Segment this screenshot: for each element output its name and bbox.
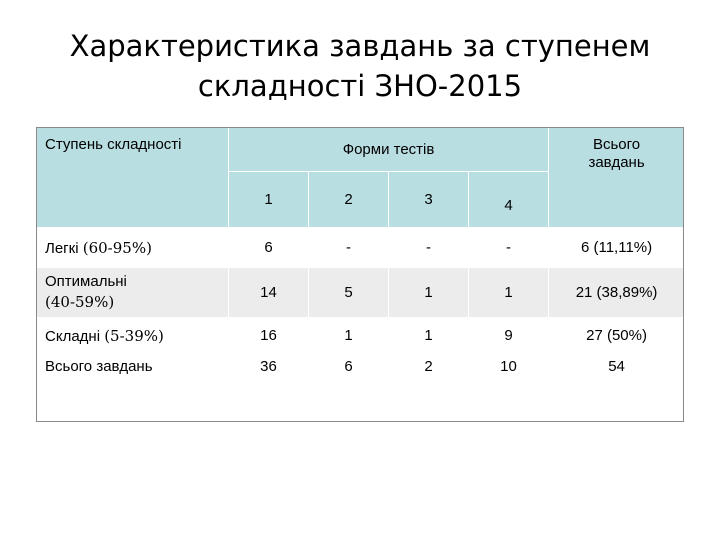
cell-value: 14 — [229, 268, 309, 318]
cell-value: 36 — [229, 354, 309, 421]
title-line-1: Характеристика завдань за ступенем — [69, 29, 651, 63]
cell-value: - — [309, 228, 389, 268]
cell-total: 21 (38,89%) — [549, 268, 685, 318]
header-difficulty: Ступень складності — [37, 128, 229, 228]
row-range: (40-59%) — [45, 293, 115, 311]
table-row — [37, 354, 685, 421]
header-row-1 — [37, 128, 685, 172]
header-total-text: Всього завдань — [588, 136, 645, 171]
header-form-2: 2 — [309, 172, 389, 228]
header-form-3: 3 — [389, 172, 469, 228]
table-row — [37, 228, 685, 268]
cell-total: 27 (50%) — [549, 318, 685, 354]
row-label-text: Складні — [45, 327, 101, 345]
header-form-4: 4 — [469, 172, 549, 228]
table-row — [37, 268, 685, 318]
row-label-text: Легкі — [45, 239, 79, 257]
row-range: (60-95%) — [82, 238, 152, 257]
cell-value: 6 — [309, 354, 389, 421]
cell-value: 16 — [229, 318, 309, 354]
cell-value: 1 — [389, 268, 469, 318]
row-label — [37, 268, 229, 318]
row-range: (5-39%) — [104, 326, 164, 345]
row-label — [37, 228, 229, 268]
cell-total: 54 — [549, 354, 685, 421]
cell-total: 6 (11,11%) — [549, 228, 685, 268]
row-label — [37, 354, 229, 421]
header-total — [549, 128, 685, 228]
row-label — [37, 318, 229, 354]
cell-value: 1 — [469, 268, 549, 318]
row-label-text: Оптимальні — [45, 273, 127, 290]
cell-value: 10 — [469, 354, 549, 421]
title-line-2: складності ЗНО-2015 — [197, 69, 523, 103]
header-form-1: 1 — [229, 172, 309, 228]
cell-value: 5 — [309, 268, 389, 318]
cell-value: - — [389, 228, 469, 268]
difficulty-table — [36, 127, 685, 421]
cell-value: 1 — [309, 318, 389, 354]
cell-value: 6 — [229, 228, 309, 268]
slide-title — [0, 26, 720, 106]
row-label-text: Всього завдань — [45, 358, 153, 375]
header-forms: Форми тестів — [229, 128, 549, 172]
table-row — [37, 318, 685, 354]
cell-value: 9 — [469, 318, 549, 354]
cell-value: 2 — [389, 354, 469, 421]
cell-value: 1 — [389, 318, 469, 354]
cell-value: - — [469, 228, 549, 268]
